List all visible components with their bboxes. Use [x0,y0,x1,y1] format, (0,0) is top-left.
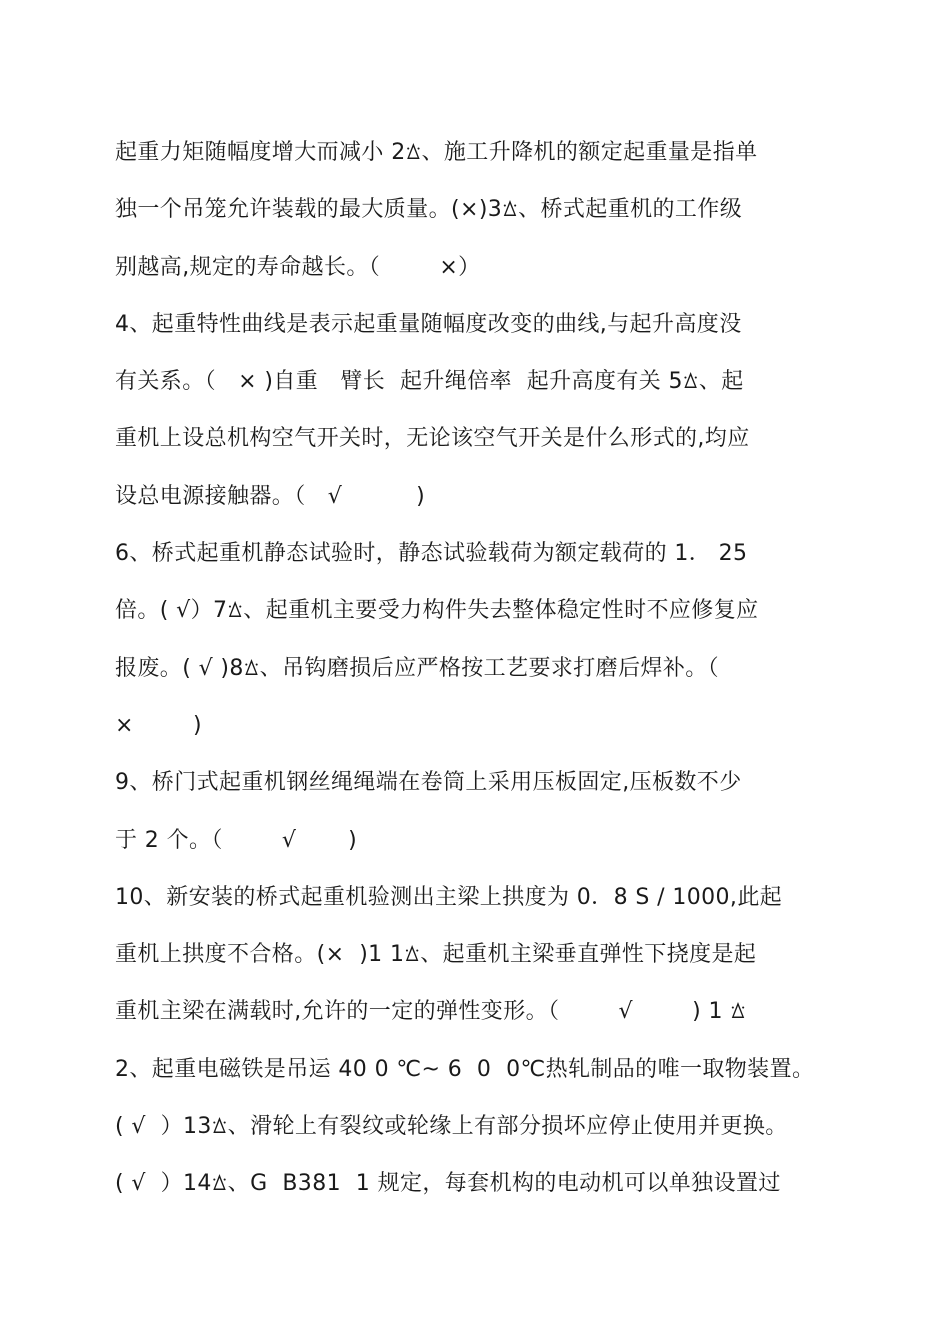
text-line: 起重力矩随幅度增大而减小 2ꕖ、施工升降机的额定起重量是指单 [115,140,758,165]
text-line: 10、新安装的桥式起重机验测出主梁上拱度为 0．8 S / 1000,此起 [115,884,783,910]
text-line: 重机主梁在满载时,允许的一定的弹性变形。（ √ ) 1 ꕖ [115,999,747,1025]
text-line: 重机上拱度不合格。(× )1 1ꕖ、起重机主梁垂直弹性下挠度是起 [115,942,757,968]
text-line: × ) [115,712,202,738]
document-body [115,130,840,1219]
text-line: 4、起重特性曲线是表示起重量随幅度改变的曲线,与起升高度没 [115,311,742,337]
text-line: ( √ ）13ꕖ、滑轮上有裂纹或轮缘上有部分损坏应停止使用并更换。 [115,1114,788,1140]
text-line: 重机上设总机构空气开关时，无论该空气开关是什么形式的,均应 [115,426,750,452]
text-line: 独一个吊笼允许装载的最大质量。(×)3ꕖ、桥式起重机的工作级 [115,197,743,223]
text-line: 设总电源接触器。（ √ ) [115,483,426,509]
text-line: 别越高,规定的寿命越长。（ ×） [115,254,481,280]
text-line: 报废。( √ )8ꕖ、吊钩磨损后应严格按工艺要求打磨后焊补。（ [115,655,720,681]
text-line: 9、桥门式起重机钢丝绳绳端在卷筒上采用压板固定,压板数不少 [115,770,742,796]
text-line: ( √ ）14ꕖ、G B381 1 规定，每套机构的电动机可以单独设置过 [115,1171,781,1197]
text-line: 2、起重电磁铁是吊运 40 0 ℃~ 6 0 0℃热轧制品的唯一取物装置。 [115,1056,815,1082]
text-line: 倍。( √）7ꕖ、起重机主要受力构件失去整体稳定性时不应修复应 [115,598,759,624]
text-line: 有关系。（ × )自重 臂长 起升绳倍率 起升高度有关 5ꕖ、起 [115,369,744,395]
text-line: 6、桥式起重机静态试验时，静态试验载荷为额定载荷的 1． 25 [115,541,748,567]
text-line: 于 2 个。（ √ ) [115,827,358,853]
